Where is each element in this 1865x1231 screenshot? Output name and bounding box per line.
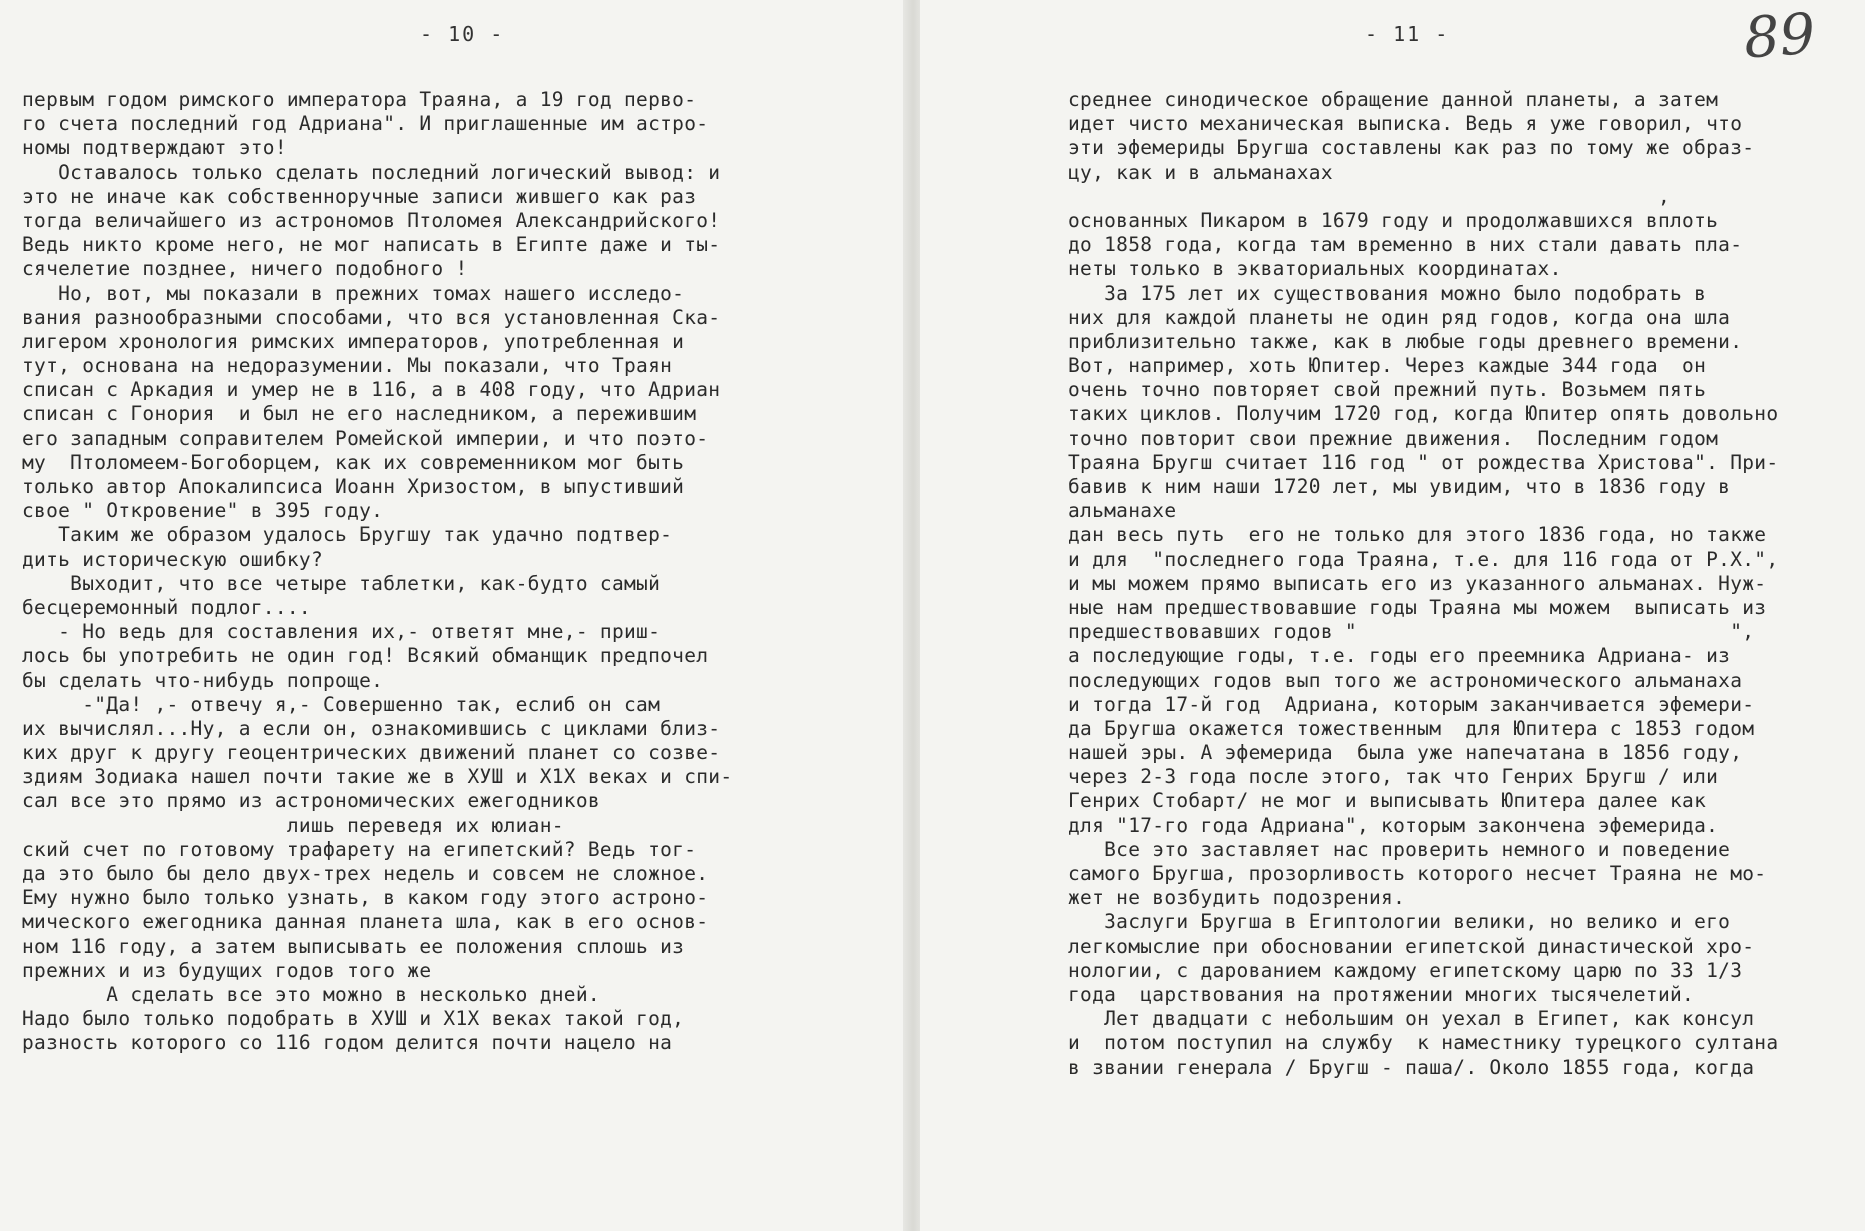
handwritten-page-stamp: 89	[1741, 1, 1818, 72]
text-line: списан с Гонория и был не его наследником, а пережившим	[22, 402, 697, 426]
text-line: ном 116 году, а затем выписывать ее положения сплошь из	[22, 934, 685, 958]
text-line: вания разнообразными способами, что вся установленная Ска-	[22, 305, 721, 329]
text-line: Траяна Бругш считает 116 год " от рождества Христова". При-	[1068, 450, 1779, 474]
page-number-right: - 11 -	[1365, 22, 1450, 46]
text-line: лигером хронология римских императоров, употребленная и	[22, 329, 685, 353]
text-line: цу, как и в альманахах	[1068, 160, 1333, 184]
text-line: легкомыслие при обосновании египетской династической хро-	[1068, 934, 1755, 958]
text-line: Но, вот, мы показали в прежних томах нашего исследо-	[22, 281, 685, 305]
text-line: и тогда 17-й год Адриана, которым заканчивается эфемери-	[1068, 692, 1755, 716]
text-line: го счета последний год Адриана". И приглашенные им астро-	[22, 112, 709, 136]
text-line: - Но ведь для составления их,- ответят мне,- приш-	[22, 620, 661, 644]
text-line: Вот, например, хоть Юпитер. Через каждые 344 года он	[1068, 354, 1707, 378]
text-line: идет чисто механическая выписка. Ведь я уже говорил, что	[1068, 112, 1743, 136]
text-line: последующих годов вып того же астрономического альманаха	[1068, 668, 1743, 692]
text-line: номы подтверждают это!	[22, 136, 287, 160]
text-line: Ему нужно было только узнать, в каком году этого астроно-	[22, 886, 709, 910]
text-line: прежних и из будущих годов того же	[22, 958, 432, 982]
text-line: Таким же образом удалось Бругшу так удачно подтвер-	[22, 523, 673, 547]
text-line: и мы можем прямо выписать его из указанного альманах. Нуж-	[1068, 571, 1767, 595]
text-line: тогда величайшего из астрономов Птоломея Александрийского!	[22, 208, 721, 232]
text-line: них для каждой планеты не один ряд годов, когда она шла	[1068, 305, 1731, 329]
text-line: среднее синодическое обращение данной планеты, а затем	[1068, 88, 1719, 111]
text-line: лишь переведя их юлиан-	[22, 813, 564, 837]
text-line: жет не возбудить подозрения.	[1068, 886, 1406, 910]
text-line: Заслуги Бругша в Египтологии велики, но велико и его	[1068, 910, 1731, 934]
text-line: списан с Аркадия и умер не в 116, а в 408 году, что Адриан	[22, 378, 721, 402]
text-line: ких друг к другу геоцентрических движений планет со созве-	[22, 741, 721, 765]
text-line: нологии, с дарованием каждому египетскому царю по 33 1/3	[1068, 958, 1743, 982]
text-line: первым годом римского императора Траяна, а 19 год перво-	[22, 88, 697, 111]
text-line: нашей эры. А эфемерида была уже напечатана в 1856 году,	[1068, 741, 1743, 765]
text-line: таких циклов. Получим 1720 год, когда Юпитер опять довольно	[1068, 402, 1779, 426]
text-line: сал все это прямо из астрономических ежегодников	[22, 789, 600, 813]
text-line: неты только в экваториальных координатах.	[1068, 257, 1562, 281]
text-line: А сделать все это можно в несколько дней.	[22, 982, 600, 1006]
text-line: Выходит, что все четыре таблетки, как-будто самый	[22, 571, 661, 595]
text-line: тут, основана на недоразумении. Мы показали, что Траян	[22, 354, 673, 378]
text-line: му Птоломеем-Богоборцем, как их современником мог быть	[22, 450, 685, 474]
text-line: да Бругша окажется тожественным для Юпитера с 1853 годом	[1068, 716, 1755, 740]
text-line: ные нам предшествовавшие годы Траяна мы можем выписать из	[1068, 595, 1767, 619]
text-line: сячелетие позднее, ничего подобного !	[22, 257, 468, 281]
text-line: это не иначе как собственноручные записи жившего как раз	[22, 184, 697, 208]
text-line: Лет двадцати с небольшим он уехал в Египет, как консул	[1068, 1007, 1755, 1031]
right-page	[920, 0, 1865, 1231]
text-line: Генрих Стобарт/ не мог и выписывать Юпитера далее как	[1068, 789, 1707, 813]
text-line: Ведь никто кроме него, не мог написать в Египте даже и ты-	[22, 233, 721, 257]
text-line: точно повторит свои прежние движения. Последним годом	[1068, 426, 1719, 450]
text-line: и для "последнего года Траяна, т.е. для 116 года от Р.Х.",	[1068, 547, 1779, 571]
left-page	[0, 0, 905, 1231]
text-line: самого Бругша, прозорливость которого несчет Траяна не мо-	[1068, 862, 1767, 885]
text-line: ,	[1068, 184, 1670, 208]
text-line: и потом поступил на службу к наместнику турецкого султана	[1068, 1031, 1779, 1055]
text-line: через 2-3 года после этого, так что Генрих Бругш / или	[1068, 765, 1719, 789]
text-line: предшествовавших годов " ",	[1068, 620, 1755, 644]
text-line: свое " Откровение" в 395 году.	[22, 499, 384, 523]
text-line: а последующие годы, т.е. годы его преемника Адриана- из	[1068, 644, 1731, 668]
left-page-text	[22, 88, 732, 1056]
text-line: альманахе	[1068, 499, 1177, 523]
text-line: здиям Зодиака нашел почти такие же в ХУШ и Х1Х веках и спи-	[22, 765, 733, 789]
page-number-left: - 10 -	[420, 22, 505, 46]
text-line: лось бы употребить не один год! Всякий обманщик предпочел	[22, 644, 709, 668]
text-line: только автор Апокалипсиса Иоанн Хризостом, в ыпустивший	[22, 475, 685, 498]
text-line: да это было бы дело двух-трех недель и совсем не сложное.	[22, 862, 709, 885]
text-line: ский счет по готовому трафарету на египетский? Ведь тог-	[22, 837, 697, 861]
text-line: Надо было только подобрать в ХУШ и Х1Х веках такой год,	[22, 1007, 685, 1031]
text-line: эти эфемериды Бругша составлены как раз по тому же образ-	[1068, 136, 1755, 160]
text-line: его западным соправителем Ромейской империи, и что поэто-	[22, 426, 709, 450]
text-line: в звании генерала / Бругш - паша/. Около 1855 года, когда	[1068, 1055, 1755, 1079]
text-line: дан весь путь его не только для этого 1836 года, но также	[1068, 523, 1767, 547]
text-line: для "17-го года Адриана", которым закончена эфемерида.	[1068, 813, 1719, 837]
text-line: бы сделать что-нибудь попроще.	[22, 668, 384, 692]
text-line: дить историческую ошибку?	[22, 547, 323, 571]
text-line: бавив к ним наши 1720 лет, мы увидим, что в 1836 году в	[1068, 475, 1731, 498]
text-line: основанных Пикаром в 1679 году и продолжавшихся вплоть	[1068, 208, 1719, 232]
text-line: их вычислял...Ну, а если он, ознакомившись с циклами близ-	[22, 716, 721, 740]
text-line: очень точно повторяет свой прежний путь. Возьмем пять	[1068, 378, 1707, 402]
text-line: мического ежегодника данная планета шла, как в его основ-	[22, 910, 709, 934]
text-line: Оставалось только сделать последний логический вывод: и	[22, 160, 721, 184]
text-line: бесцеремонный подлог....	[22, 595, 311, 619]
right-page-text	[1068, 88, 1778, 1080]
text-line: За 175 лет их существования можно было подобрать в	[1068, 281, 1707, 305]
text-line: года царствования на протяжении многих тысячелетий.	[1068, 982, 1695, 1006]
text-line: до 1858 года, когда там временно в них стали давать пла-	[1068, 233, 1743, 257]
text-line: -"Да! ,- отвечу я,- Совершенно так, еслиб он сам	[22, 692, 661, 716]
text-line: Все это заставляет нас проверить немного и поведение	[1068, 837, 1731, 861]
text-line: разность которого со 116 годом делится почти нацело на	[22, 1031, 673, 1055]
text-line: приблизительно также, как в любые годы древнего времени.	[1068, 329, 1743, 353]
